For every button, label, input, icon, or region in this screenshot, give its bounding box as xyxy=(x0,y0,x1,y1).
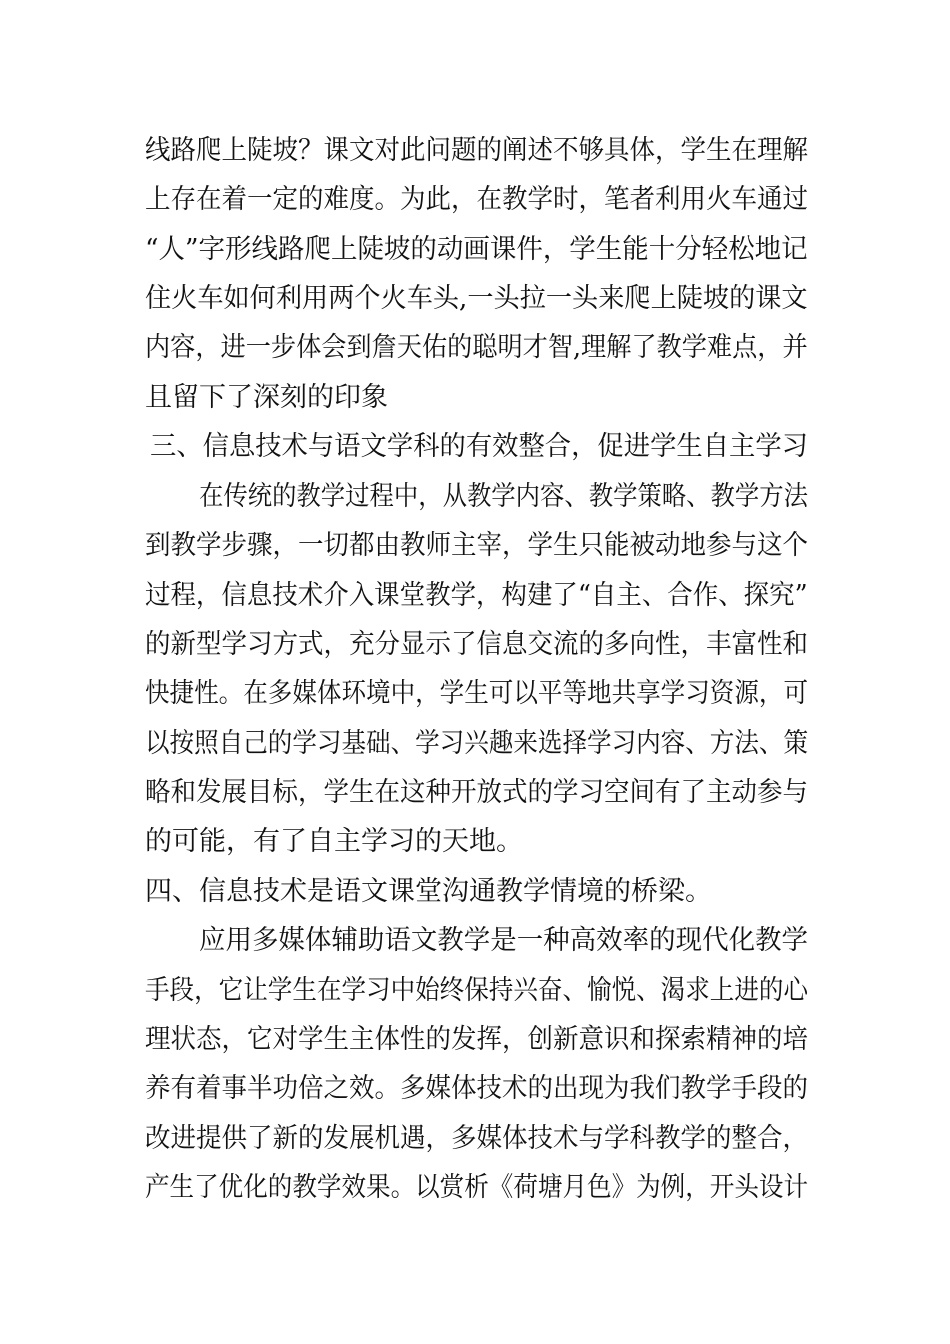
paragraph-1-line-4: 住火车如何利用两个火车头,一头拉一头来爬上陡坡的课文 xyxy=(145,283,808,314)
paragraph-2-line-8: 的可能，有了自主学习的天地。 xyxy=(145,826,523,857)
paragraph-2-line-3: 过程，信息技术介入课堂教学，构建了“自主、合作、探究” xyxy=(145,580,808,611)
paragraph-3-line-6: 产生了优化的教学效果。以赏析《荷塘月色》为例，开头设计 xyxy=(145,1172,809,1203)
paragraph-1-line-1: 线路爬上陡坡？课文对此问题的阐述不够具体，学生在理解 xyxy=(145,135,808,166)
paragraph-3-line-4: 养有着事半功倍之效。多媒体技术的出现为我们教学手段的 xyxy=(145,1073,808,1104)
paragraph-1-line-2: 上存在着一定的难度。为此，在教学时，笔者利用火车通过 xyxy=(145,184,808,215)
paragraph-1-line-6: 且留下了深刻的印象 xyxy=(145,382,388,413)
paragraph-2-line-4: 的新型学习方式，充分显示了信息交流的多向性，丰富性和 xyxy=(145,629,808,660)
paragraph-2-line-2: 到教学步骤，一切都由教师主宰，学生只能被动地参与这个 xyxy=(145,530,808,561)
paragraph-3-line-1: 应用多媒体辅助语文教学是一种高效率的现代化教学 xyxy=(199,925,809,956)
paragraph-2-line-5: 快捷性。在多媒体环境中，学生可以平等地共享学习资源，可 xyxy=(145,678,809,709)
paragraph-2-line-7: 略和发展目标，学生在这种开放式的学习空间有了主动参与 xyxy=(145,777,808,808)
paragraph-3-line-5: 改进提供了新的发展机遇，多媒体技术与学科教学的整合， xyxy=(145,1123,808,1154)
paragraph-3-line-3: 理状态，它对学生主体性的发挥，创新意识和探索精神的培 xyxy=(145,1024,808,1055)
paragraph-2-line-1: 在传统的教学过程中，从教学内容、教学策略、教学方法 xyxy=(199,481,808,512)
paragraph-1-line-3: “人”字形线路爬上陡坡的动画课件，学生能十分轻松地记 xyxy=(145,234,808,265)
paragraph-2-line-6: 以按照自己的学习基础、学习兴趣来选择学习内容、方法、策 xyxy=(145,728,809,759)
paragraph-3-line-2: 手段，它让学生在学习中始终保持兴奋、愉悦、渴求上进的心 xyxy=(145,975,809,1006)
section-3-heading: 三、信息技术与语文学科的有效整合，促进学生自主学习 xyxy=(150,431,808,462)
section-4-heading: 四、信息技术是语文课堂沟通教学情境的桥梁。 xyxy=(145,876,712,907)
paragraph-1-line-5: 内容，进一步体会到詹天佑的聪明才智,理解了教学难点，并 xyxy=(145,332,808,363)
